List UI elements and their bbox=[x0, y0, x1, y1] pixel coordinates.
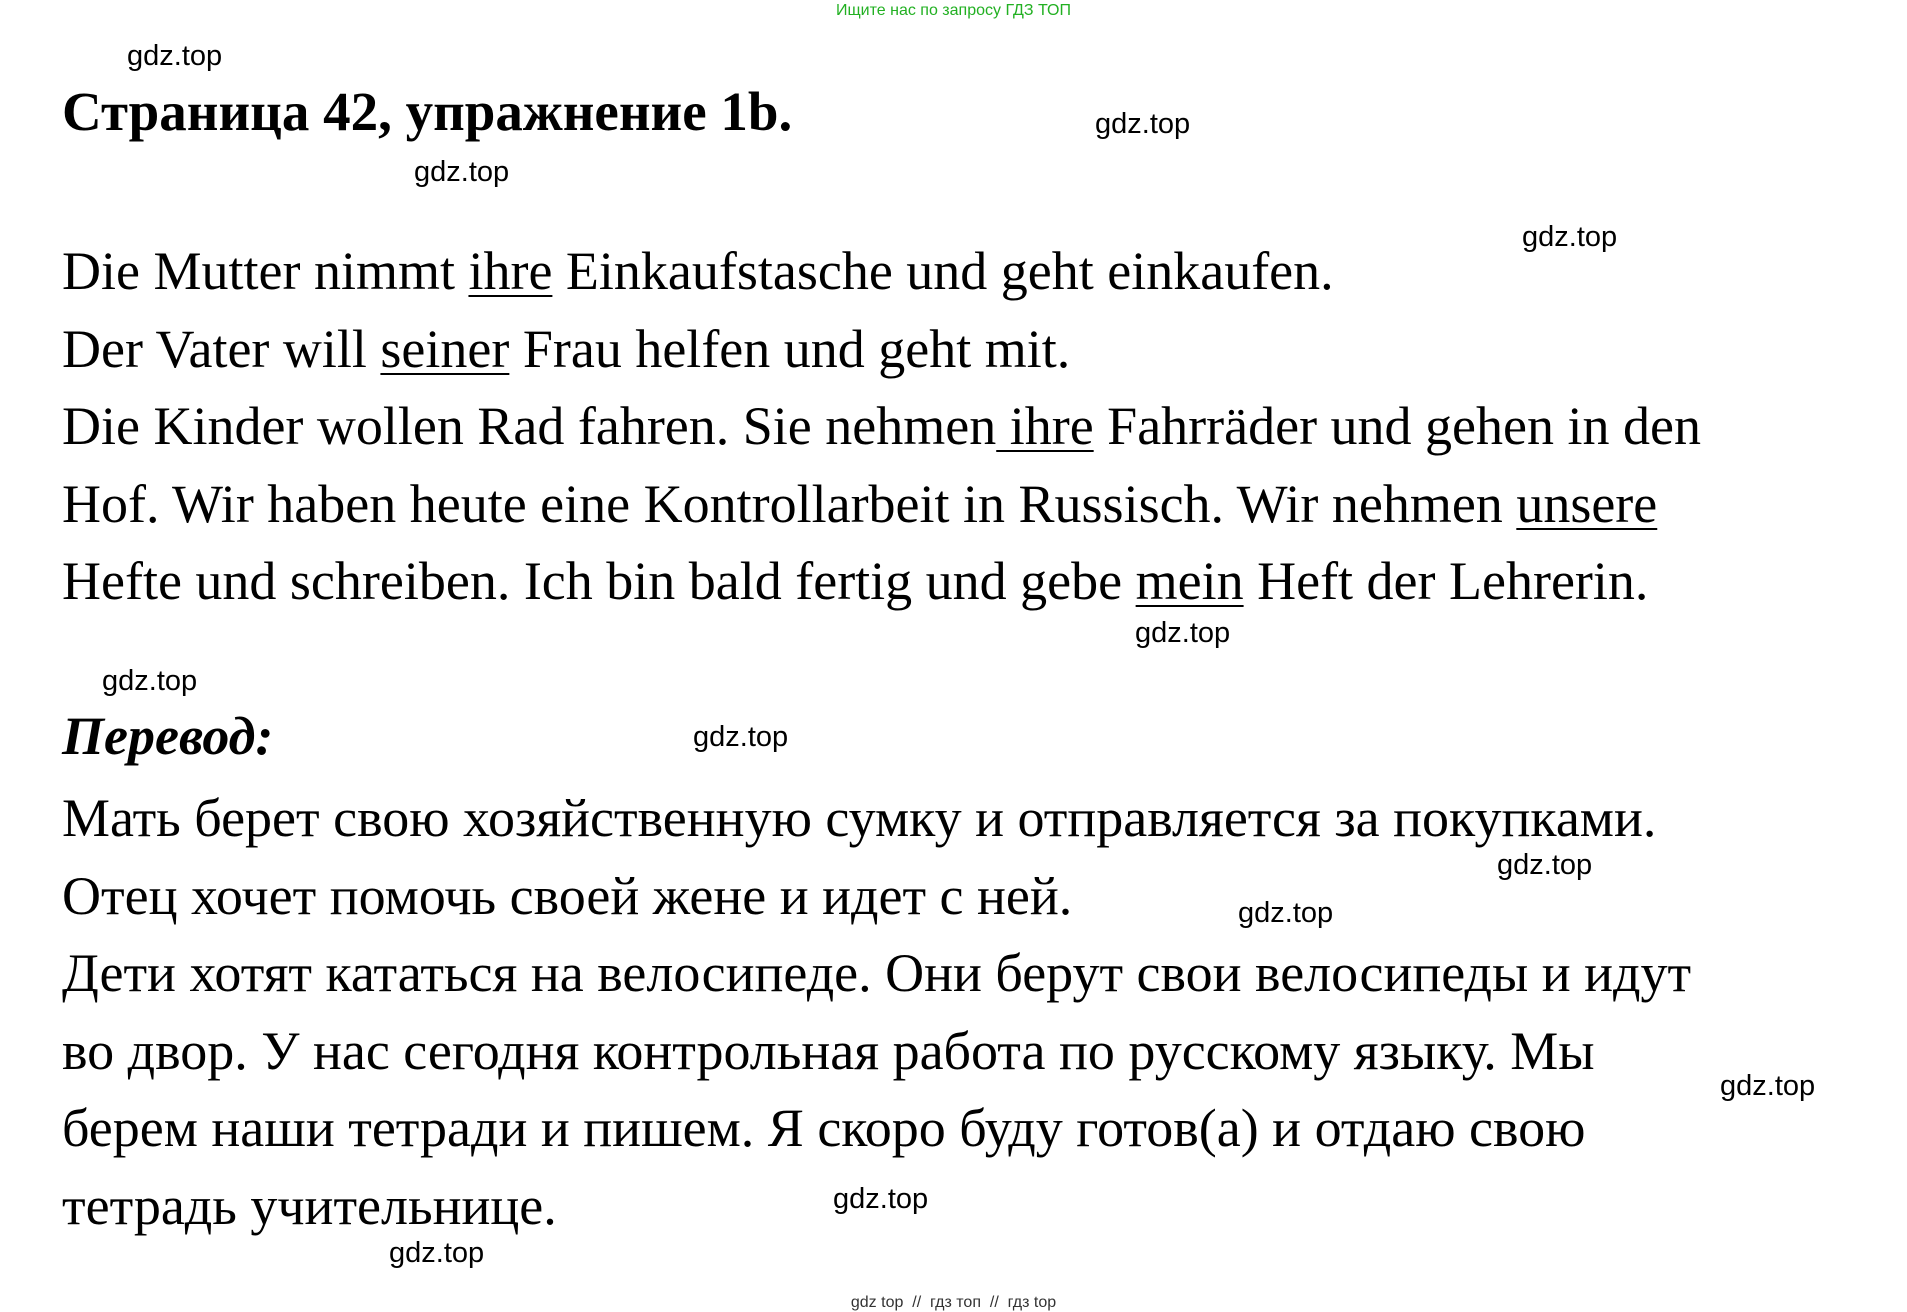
watermark: gdz.top bbox=[1497, 849, 1593, 881]
underlined-word: ihre bbox=[468, 241, 553, 301]
russian-line-5: берем наши тетради и пишем. Я скоро буду готов(а) и отдаю свою bbox=[62, 1098, 1586, 1158]
watermark: gdz.top bbox=[127, 40, 223, 72]
watermark: gdz.top bbox=[102, 665, 198, 697]
german-text bbox=[62, 233, 1701, 621]
watermark: gdz.top bbox=[1522, 221, 1618, 253]
footer-links[interactable]: gdz top // гдз топ // гдз top bbox=[850, 1294, 1057, 1311]
german-line-1: Die Mutter nimmt ihre Einkaufstasche und geht einkaufen. bbox=[62, 241, 1334, 301]
german-line-2: Der Vater will seiner Frau helfen und geht mit. bbox=[62, 318, 1071, 379]
german-line-5: Hefte und schreiben. Ich bin bald fertig und gebe mein Heft der Lehrerin. bbox=[62, 551, 1649, 611]
german-line-4: Hof. Wir haben heute eine Kontrollarbeit in Russisch. Wir nehmen unsere bbox=[62, 473, 1658, 534]
watermark: gdz.top bbox=[1095, 108, 1191, 140]
watermark: gdz.top bbox=[1720, 1070, 1816, 1102]
german-line-3: Die Kinder wollen Rad fahren. Sie nehmen ihre Fahrräder und gehen in den bbox=[62, 396, 1701, 456]
watermark: gdz.top bbox=[389, 1237, 485, 1269]
watermark: gdz.top bbox=[693, 721, 789, 753]
russian-text bbox=[62, 780, 1691, 1245]
translation-heading: Перевод: bbox=[62, 706, 274, 766]
russian-line-6: тетрадь учительнице. bbox=[62, 1175, 557, 1236]
underlined-word: mein bbox=[1135, 551, 1244, 611]
underlined-word: ihre bbox=[996, 396, 1094, 456]
top-banner[interactable]: Ищите нас по запросу ГДЗ ТОП bbox=[836, 2, 1071, 19]
underlined-word: seiner bbox=[380, 318, 510, 379]
watermark: gdz.top bbox=[833, 1183, 929, 1215]
watermark: gdz.top bbox=[1238, 897, 1334, 929]
russian-line-3: Дети хотят кататься на велосипеде. Они берут свои велосипеды и идут bbox=[62, 943, 1692, 1003]
underlined-word: unsere bbox=[1516, 473, 1658, 534]
watermark: gdz.top bbox=[414, 156, 510, 188]
watermark: gdz.top bbox=[1135, 617, 1231, 649]
russian-line-1: Мать берет свою хозяйственную сумку и отправляется за покупками. bbox=[62, 788, 1657, 848]
russian-line-4: во двор. У нас сегодня контрольная работа по русскому языку. Мы bbox=[62, 1020, 1595, 1081]
russian-line-2: Отец хочет помочь своей жене и идет с ней. bbox=[62, 865, 1073, 926]
page-title: Страница 42, упражнение 1b. bbox=[62, 81, 793, 142]
